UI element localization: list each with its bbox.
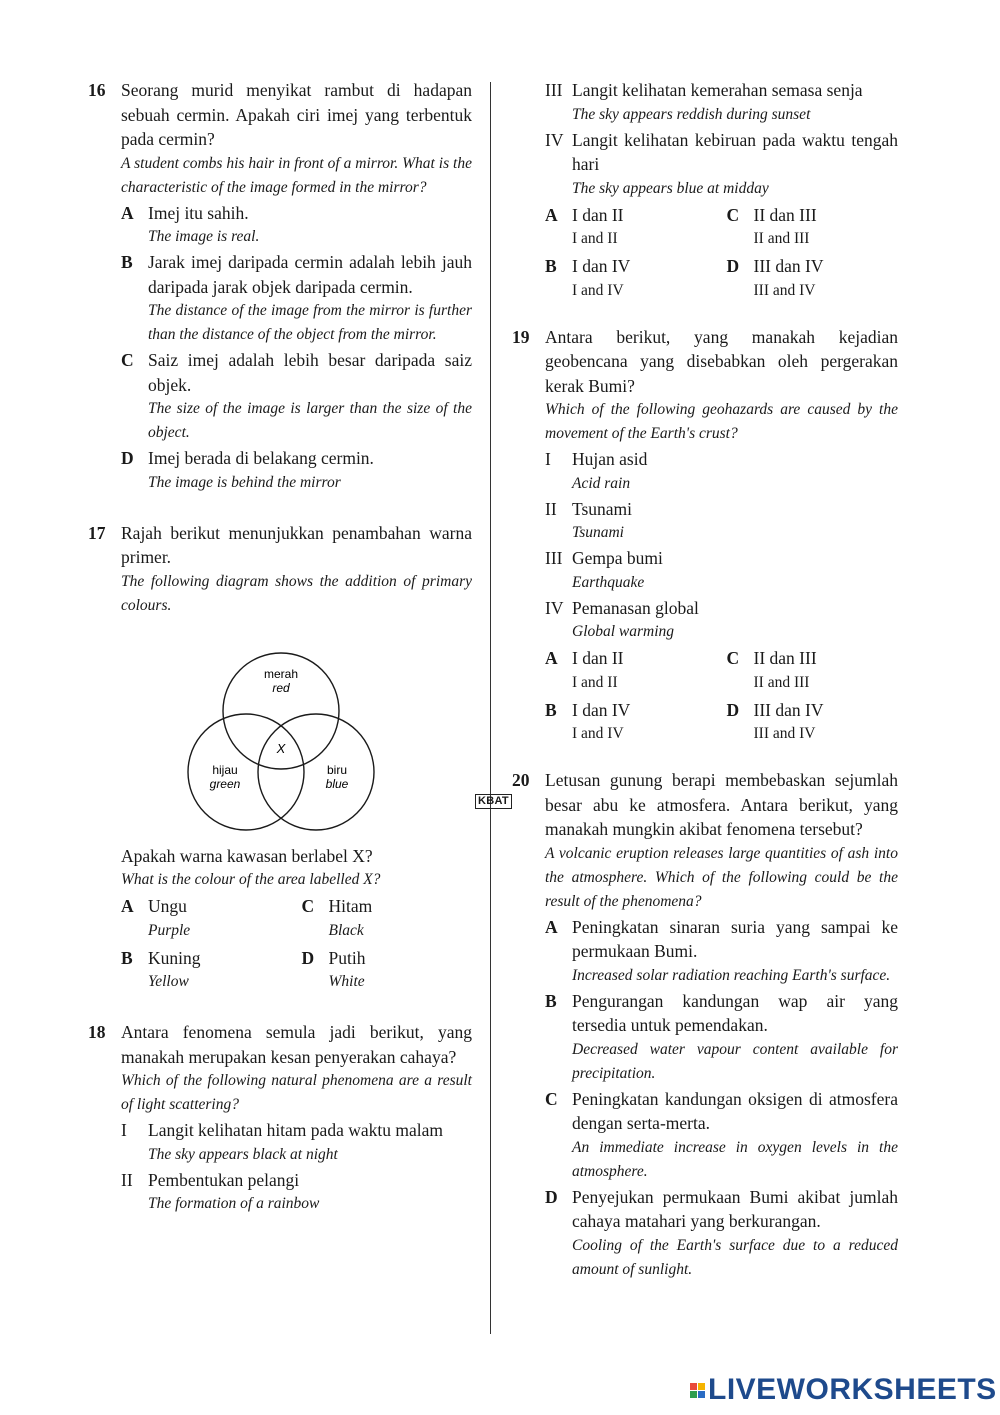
option-letter: B <box>545 699 557 720</box>
option-letter: C <box>726 204 740 225</box>
option-d[interactable] <box>727 254 899 303</box>
red-label-en: red <box>272 680 290 695</box>
statement-numeral: I <box>121 1120 127 1140</box>
statement-text-en: The sky appears reddish during sunset <box>572 105 811 123</box>
options-grid <box>545 203 898 303</box>
statement-numeral: III <box>545 548 563 568</box>
option-text-ms: Kuning <box>148 947 201 968</box>
question-text-ms: Rajah berikut menunjukkan penambahan warna primer. <box>121 522 472 567</box>
statement-text-ms: Tsunami <box>572 498 633 519</box>
option-a[interactable] <box>121 201 472 250</box>
option-b[interactable] <box>121 250 472 347</box>
option-a[interactable] <box>545 646 717 695</box>
option-c[interactable] <box>727 203 899 252</box>
option-d[interactable] <box>121 446 472 495</box>
option-text-ms: I dan II <box>572 204 624 225</box>
statement-text-en: The sky appears blue at midday <box>572 179 769 197</box>
option-letter: B <box>545 990 557 1011</box>
statement-text-en: The formation of a rainbow <box>148 1195 320 1212</box>
option-text-ms: Saiz imej adalah lebih besar daripada saiz objek. <box>148 350 472 395</box>
option-text-en: Cooling of the Earth's surface due to a reduced amount of sunlight. <box>572 1236 898 1278</box>
statement-numeral: III <box>545 80 563 100</box>
option-text-ms: Imej itu sahih. <box>148 202 249 223</box>
option-a[interactable] <box>545 915 898 988</box>
logo-tile <box>698 1391 705 1398</box>
statement-text-en: Earthquake <box>572 573 645 591</box>
option-text-ms: Jarak imej daripada cermin adalah lebih jauh daripada jarak objek daripada cermin. <box>148 252 472 297</box>
option-b[interactable] <box>545 698 717 747</box>
question-text-en: Which of the following natural phenomena are a result of light scattering? <box>121 1072 472 1113</box>
option-text-ms: III dan IV <box>753 256 824 276</box>
option-text-ms: Ungu <box>148 896 187 916</box>
option-letter: B <box>121 252 133 272</box>
blue-label-ms: biru <box>326 762 348 777</box>
statement-numeral: II <box>545 498 557 519</box>
option-letter: A <box>121 896 134 916</box>
question-text-ms: Letusan gunung berapi membebaskan sejumlah besar abu ke atmosfera. Antara berikut, yang manakah mungkin akibat fenomena tersebut? <box>545 770 898 839</box>
kbat-tag: KBAT <box>475 794 512 809</box>
option-text-en: Black <box>328 921 364 939</box>
statement-text-ms: Gempa bumi <box>572 548 663 568</box>
option-text-ms: Putih <box>328 947 366 968</box>
column-divider <box>490 82 491 1334</box>
option-d[interactable] <box>545 1185 898 1282</box>
option-letter: A <box>545 204 558 225</box>
statement-numeral: I <box>545 449 551 469</box>
option-letter: C <box>726 648 740 668</box>
green-label-en: green <box>209 776 241 791</box>
statement-iii <box>545 78 898 127</box>
option-letter: A <box>545 916 558 937</box>
option-text-en: II and III <box>753 673 810 691</box>
green-label-ms: hijau <box>212 762 238 777</box>
option-text-ms: I dan II <box>572 648 624 668</box>
logo-tile <box>690 1391 697 1398</box>
statement-text-ms: Hujan asid <box>572 449 648 469</box>
question-18-continued <box>512 78 898 303</box>
question-number: 20 <box>512 770 530 790</box>
option-letter: C <box>545 1088 558 1109</box>
option-c[interactable] <box>121 348 472 445</box>
left-column <box>88 78 472 1216</box>
question-text-en: A volcanic eruption releases large quantities of ash into the atmosphere. Which of the following could be the result of the phenomena? <box>545 844 898 910</box>
options-grid <box>545 646 898 746</box>
option-text-ms: Peningkatan kandungan oksigen di atmosfera dengan serta-merta. <box>572 1088 898 1133</box>
question-text-ms: Antara berikut, yang manakah kejadian geobencana yang disebabkan oleh pergerakan kerak Bumi? <box>545 326 898 396</box>
option-letter: D <box>726 699 740 720</box>
venn-diagram <box>181 636 381 836</box>
option-c[interactable] <box>302 894 473 943</box>
question-16 <box>88 78 472 495</box>
statement-text-ms: Pembentukan pelangi <box>148 1169 300 1190</box>
option-text-ms: II dan III <box>753 204 817 225</box>
option-text-en: The distance of the image from the mirror is further than the distance of the object from the mirror. <box>148 302 472 343</box>
option-c[interactable] <box>727 646 899 695</box>
question-17 <box>88 521 472 995</box>
option-text-ms: I dan IV <box>572 699 631 720</box>
brand-name: LIVEWORKSHEETS <box>708 1373 997 1406</box>
option-text-en: III and IV <box>753 281 816 299</box>
question-text-ms: Seorang murid menyikat rambut di hadapan sebuah cermin. Apakah ciri imej yang terbentuk pada cermin? <box>121 80 472 149</box>
statement-text-ms: Pemanasan global <box>572 597 699 618</box>
option-text-ms: Imej berada di belakang cermin. <box>148 448 374 468</box>
logo-tile <box>690 1383 697 1390</box>
statement-text-en: Tsunami <box>572 524 624 541</box>
statement-text-en: Acid rain <box>572 474 631 492</box>
statement-numeral: II <box>121 1169 133 1190</box>
question-text-ms: Antara fenomena semula jadi berikut, yang manakah merupakan kesan penyerakan cahaya? <box>121 1022 472 1067</box>
option-text-en: I and II <box>572 673 618 691</box>
option-text-ms: Pengurangan kandungan wap air yang tersedia untuk pemendakan. <box>572 990 898 1035</box>
option-text-en: Yellow <box>148 973 189 990</box>
option-text-en: II and III <box>753 230 810 247</box>
blue-circle <box>258 714 374 830</box>
option-text-ms: Penyejukan permukaan Bumi akibat jumlah cahaya matahari yang berkurangan. <box>572 1186 898 1231</box>
statement-text-ms: Langit kelihatan kemerahan semasa senja <box>572 80 863 100</box>
question-number: 17 <box>88 522 106 543</box>
option-letter: C <box>301 896 315 916</box>
question-text-en: The following diagram shows the addition of primary colours. <box>121 572 472 614</box>
option-letter: D <box>301 947 315 968</box>
option-a[interactable] <box>121 894 292 943</box>
option-text-en: The image is behind the mirror <box>148 473 341 491</box>
option-d[interactable] <box>302 946 473 995</box>
option-letter: A <box>545 648 558 668</box>
options-grid <box>121 894 472 994</box>
statement-text-ms: Langit kelihatan kebiruan pada waktu tengah hari <box>572 129 898 174</box>
option-text-en: III and IV <box>753 725 816 742</box>
option-text-ms: Peningkatan sinaran suria yang sampai ke permukaan Bumi. <box>572 916 898 961</box>
statement-text-en: The sky appears black at night <box>148 1145 338 1163</box>
blue-label-en: blue <box>325 776 349 791</box>
option-text-ms: Hitam <box>328 896 373 916</box>
statement-i <box>121 1118 472 1167</box>
question-18 <box>88 1020 472 1216</box>
question-number: 16 <box>88 80 106 100</box>
question-text-en: A student combs his hair in front of a mirror. What is the characteristic of the image formed in the mirror? <box>121 154 472 196</box>
statement-text-en: Global warming <box>572 623 675 640</box>
right-column <box>478 78 898 1282</box>
option-c[interactable] <box>545 1087 898 1184</box>
question-19 <box>512 325 898 747</box>
option-text-en: The size of the image is larger than the size of the object. <box>148 400 472 441</box>
option-a[interactable] <box>545 203 717 252</box>
option-text-en: Purple <box>148 921 191 939</box>
option-text-en: White <box>328 973 365 990</box>
statement-iii <box>545 546 898 595</box>
option-text-en: Increased solar radiation reaching Earth's surface. <box>572 966 891 984</box>
prompt-text-ms: Apakah warna kawasan berlabel X? <box>121 845 373 866</box>
statement-numeral: IV <box>545 597 564 618</box>
option-text-en: An immediate increase in oxygen levels in the atmosphere. <box>572 1138 898 1180</box>
option-text-en: I and IV <box>572 725 624 742</box>
option-text-en: I and IV <box>572 281 624 299</box>
statement-numeral: IV <box>545 129 564 150</box>
option-text-en: The image is real. <box>148 228 260 245</box>
red-label-ms: merah <box>263 666 299 681</box>
option-b[interactable] <box>121 946 292 995</box>
option-text-ms: I dan IV <box>572 256 631 276</box>
option-text-en: I and II <box>572 230 618 247</box>
statement-text-ms: Langit kelihatan hitam pada waktu malam <box>148 1120 443 1140</box>
option-letter: B <box>121 947 133 968</box>
option-b[interactable] <box>545 989 898 1086</box>
option-text-en: Decreased water vapour content available for precipitation. <box>572 1040 898 1082</box>
logo-tile <box>698 1383 705 1390</box>
question-number: 18 <box>88 1022 106 1042</box>
option-letter: D <box>121 448 134 468</box>
option-letter: D <box>726 256 740 276</box>
question-20 <box>478 768 898 1282</box>
option-letter: C <box>121 350 134 370</box>
option-text-ms: III dan IV <box>753 699 824 720</box>
statement-iv <box>545 596 898 645</box>
option-text-ms: II dan III <box>753 648 817 668</box>
liveworksheets-logo[interactable] <box>690 1375 997 1405</box>
statement-i <box>545 447 898 496</box>
statement-ii <box>121 1168 472 1217</box>
question-text-en: Which of the following geohazards are caused by the movement of the Earth's crust? <box>545 401 898 442</box>
option-d[interactable] <box>727 698 899 747</box>
option-letter: B <box>545 256 557 276</box>
option-letter: A <box>121 202 134 223</box>
question-number: 19 <box>512 326 530 347</box>
statement-iv <box>545 128 898 201</box>
prompt-text-en: What is the colour of the area labelled X? <box>121 871 381 888</box>
logo-tiles-icon <box>690 1383 705 1398</box>
green-circle <box>188 714 304 830</box>
center-label: X <box>276 740 286 756</box>
option-b[interactable] <box>545 254 717 303</box>
statement-ii <box>545 497 898 546</box>
option-letter: D <box>545 1186 558 1207</box>
